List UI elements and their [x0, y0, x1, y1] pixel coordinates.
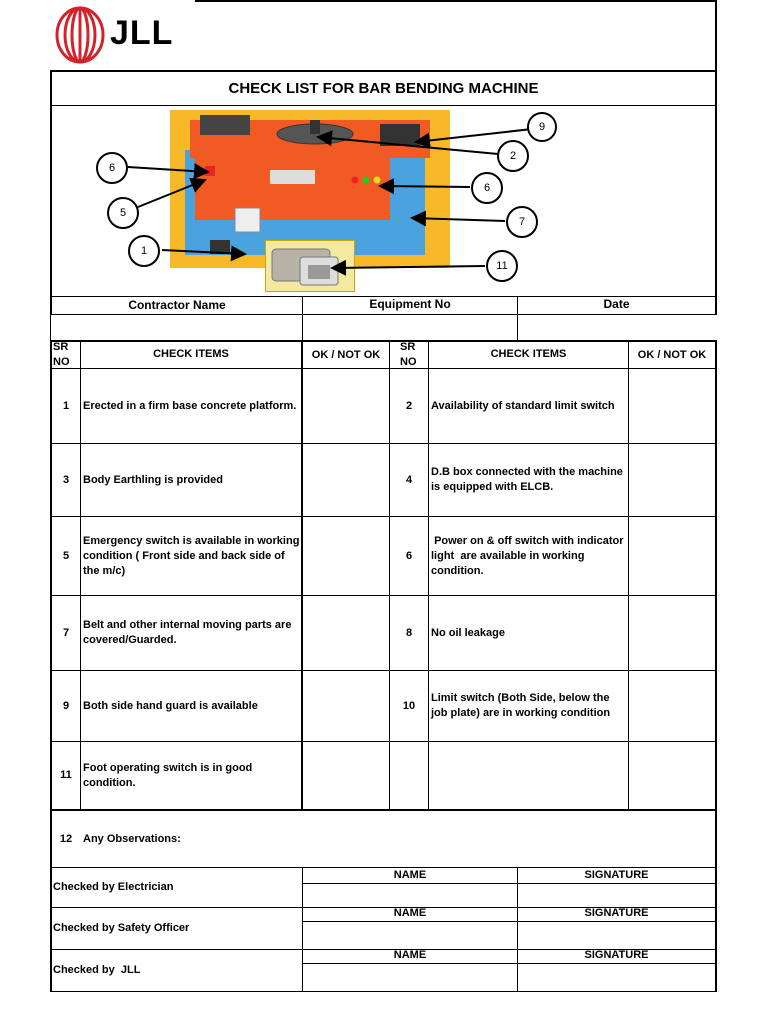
- ok-cell[interactable]: [629, 369, 715, 809]
- signature-header: SIGNATURE: [584, 868, 649, 881]
- jll-signature-field[interactable]: [518, 964, 715, 991]
- callout-6-right: 6: [471, 172, 503, 204]
- equipment-no-field[interactable]: [303, 315, 516, 340]
- electrician-name-field[interactable]: [303, 884, 516, 907]
- jll-logo-text: JLL: [110, 14, 174, 52]
- callout-1: 1: [128, 235, 160, 267]
- item-text: Both side hand guard is available: [83, 699, 258, 712]
- item-no: 6: [405, 549, 413, 562]
- check-items-header-right: CHECK ITEMS: [490, 347, 567, 360]
- item-no: 5: [62, 549, 70, 562]
- observations-no: 12: [59, 832, 73, 845]
- item-text: Erected in a firm base concrete platform.: [83, 399, 297, 412]
- checked-by-safety-officer: Checked by Safety Officer: [53, 922, 190, 934]
- callout-11: 11: [486, 250, 518, 282]
- signature-header: SIGNATURE: [584, 949, 649, 961]
- callout-9: 9: [527, 112, 557, 142]
- date-header: Date: [603, 297, 630, 311]
- item-no: 10: [402, 699, 416, 712]
- date-field[interactable]: [518, 315, 715, 340]
- item-no: 1: [62, 399, 70, 412]
- callout-5: 5: [107, 197, 139, 229]
- page-title: CHECK LIST FOR BAR BENDING MACHINE: [228, 80, 539, 97]
- item-text: Body Earthling is provided: [83, 473, 223, 486]
- callout-7: 7: [506, 206, 538, 238]
- item-text: Foot operating switch is in good condition.: [83, 761, 253, 789]
- checked-by-electrician: Checked by Electrician: [53, 881, 174, 893]
- check-items-header-left: CHECK ITEMS: [153, 347, 229, 360]
- signature-header: SIGNATURE: [584, 907, 649, 919]
- contractor-name-field[interactable]: [51, 315, 301, 340]
- item-text: D.B box connected with the machine is equipped with ELCB.: [431, 466, 623, 493]
- item-no: 11: [60, 769, 72, 781]
- item-no: 4: [405, 473, 413, 486]
- item-text: Limit switch (Both Side, below the job plate) are in working condition: [431, 692, 611, 719]
- contractor-name-header: Contractor Name: [128, 298, 226, 312]
- item-text: Emergency switch is available in working condition ( Front side and back side of the m/c): [83, 534, 300, 577]
- name-header: NAME: [393, 949, 427, 961]
- callout-2: 2: [497, 140, 529, 172]
- checked-by-jll: Checked by JLL: [53, 964, 141, 976]
- name-header: NAME: [393, 868, 427, 881]
- observations-label: Any Observations:: [83, 832, 181, 845]
- item-text: Belt and other internal moving parts are covered/Guarded.: [83, 619, 292, 646]
- callout-arrows: [0, 0, 768, 300]
- sr-no-header-left: SR NO: [53, 341, 70, 368]
- item-no: 2: [405, 399, 413, 412]
- jll-name-field[interactable]: [303, 964, 516, 991]
- sr-no-header-right: SR NO: [400, 341, 417, 368]
- item-text: Power on & off switch with indicator light are available in working condition.: [431, 534, 627, 577]
- name-header: NAME: [393, 907, 427, 919]
- item-no: 9: [62, 699, 70, 712]
- ok-header-left: OK / NOT OK: [311, 348, 381, 361]
- item-text: Availability of standard limit switch: [431, 399, 615, 412]
- item-no: 8: [405, 626, 413, 639]
- observations-field[interactable]: [200, 811, 715, 867]
- electrician-signature-field[interactable]: [518, 884, 715, 907]
- equipment-no-header: Equipment No: [369, 297, 451, 311]
- callout-6-left: 6: [96, 152, 128, 184]
- item-no: 7: [62, 626, 70, 639]
- item-text: No oil leakage: [431, 626, 505, 639]
- item-no: 3: [62, 473, 70, 486]
- ok-header-right: OK / NOT OK: [637, 348, 707, 361]
- ok-cell[interactable]: [303, 369, 389, 809]
- safety-officer-name-field[interactable]: [303, 922, 516, 949]
- safety-officer-signature-field[interactable]: [518, 922, 715, 949]
